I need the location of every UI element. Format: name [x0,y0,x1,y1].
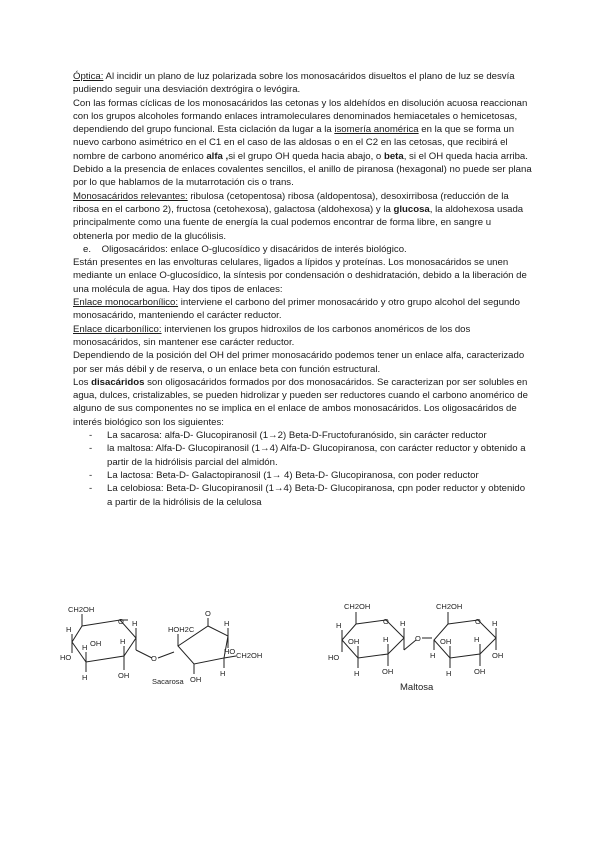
svg-text:H: H [120,637,126,646]
svg-text:HO: HO [328,653,340,662]
svg-text:HO: HO [224,647,236,656]
sacarosa-caption: Sacarosa [152,677,184,686]
svg-text:H: H [82,673,88,682]
svg-text:H: H [446,669,452,678]
svg-text:OH: OH [90,639,102,648]
svg-text:CH2OH: CH2OH [236,651,263,660]
paragraph-posicion-oh: Dependiendo de la posición del OH del primer monosacárido podemos tener un enlace alfa, caracterizado por ser más débil y de reserva, o un enlace beta con función estructural. [73,350,525,375]
svg-text:H: H [400,619,406,628]
svg-text:OH: OH [440,637,452,646]
svg-text:H: H [474,635,480,644]
svg-text:O: O [415,634,421,643]
structure-figures [60,598,530,698]
paragraph-monocarbonilico: Enlace monocarbonílico: interviene el carbono del primer monosacárido y otro grupo alcohol del segundo monosacárido, manteniendo el carácter reductor. [73,297,520,322]
list-item-sacarosa: - La sacarosa: alfa-D- Glucopiranosil (1→2) Beta-D-Fructofuranósido, sin carácter reductor [73,429,533,442]
list-item-maltosa: - la maltosa: Alfa-D- Glucopiranosil (1→4) Alfa-D- Glucopiranosa, con carácter reductor y obtenido a partir de la hidrólisis parcial del almidón. [73,442,533,469]
svg-text:H: H [354,669,360,678]
svg-text:H: H [82,643,88,652]
svg-text:O: O [383,617,389,626]
paragraph-formas-ciclicas: Con las formas cíclicas de los monosacáridos las cetonas y los aldehídos en disolución acuosa reaccionan con los grupos alcoholes formando enlaces intramoleculares denominados hemiacetales o hemicetosas, dependiendo del grupo funcional. Esta ciclación da lugar a la isomería anomérica en la que se forma un nuevo carbono asimétrico en el C1 en el caso de las aldosas o en el C2 en las cetosas, que recibirá el nombre de carbono anomérico alfa ,si el grupo OH queda hacia abajo, o beta, si el OH queda hacia arriba. [73,97,528,162]
section-heading-oligosacaridos: e. Oligosacáridos: enlace O-glucosídico y disacáridos de interés biológico. [83,243,407,255]
svg-text:H: H [224,619,230,628]
svg-text:H: H [220,669,226,678]
svg-text:H: H [383,635,389,644]
sac-ch2oh-label: CH2OH [68,605,95,614]
svg-text:H: H [492,619,498,628]
svg-text:O: O [475,617,481,626]
isomeria-link: isomería anomérica [334,124,419,136]
svg-text:OH: OH [348,637,360,646]
svg-text:OH: OH [382,667,394,676]
svg-text:H: H [336,621,342,630]
svg-text:O: O [151,654,157,663]
svg-text:O: O [118,617,124,626]
svg-text:CH2OH: CH2OH [436,602,463,611]
maltosa-caption: Maltosa [400,682,434,693]
paragraph-dicarbonilico: Enlace dicarbonílico: intervienen los grupos hidroxilos de los carbonos anoméricos de los dos monosacáridos, sin mantener ese carácter reductor. [73,323,471,348]
paragraph-monosacaridos-relevantes: Monosacáridos relevantes: ribulosa (cetopentosa) ribosa (aldopentosa), desoxirribosa (reducción de la ribosa en el carbono 2), fructosa (cetohexosa), galactosa (aldohexosa) y la glucosa, la aldohexosa usada principalmente como una fuente de energía la cual podemos encontrar de forma libre, en sangre u obtenerla por medio de la glucólisis. [73,190,524,242]
svg-text:H: H [66,625,72,634]
svg-text:OH: OH [492,651,504,660]
list-item-celobiosa: - La celobiosa: Beta-D- Glucopiranosil (1→4) Beta-D- Glucopiranosa, cpn poder reductor y obtenido a partir de la hidrólisis de la celulosa [73,482,533,509]
disacaridos-list [73,429,533,509]
svg-text:OH: OH [474,667,486,676]
optica-label: Óptica: [73,71,104,82]
paragraph-enlaces-covalentes: Debido a la presencia de enlaces covalentes sencillos, el anillo de piranosa (hexagonal) no puede ser plana por lo que hablamos de la mutarrotación cis o trans. [73,164,532,189]
svg-text:OH: OH [118,671,130,680]
paragraph-optica: Óptica: Al incidir un plano de luz polarizada sobre los monosacáridos disueltos el plano de luz se desvía pudiendo seguir una desviación dextrógira o levógira. [73,71,515,96]
svg-text:OH: OH [190,675,202,684]
paragraph-disacaridos: Los disacáridos son oligosacáridos formados por dos monosacáridos. Se caracterizan por ser solubles en agua, dulces, cristalizables, se pueden hidrolizar y pueden ser reductores cuando el carbono anomérico de alguno de sus componentes no se implica en el enlace de ambos monosacáridos. Los oligosacáridos de interés biológico son los siguientes: [73,376,528,428]
svg-text:HOH2C: HOH2C [168,625,195,634]
svg-text:HO: HO [60,653,72,662]
svg-text:O: O [205,609,211,618]
svg-text:H: H [132,619,138,628]
mal-ch2oh-label: CH2OH [344,602,371,611]
document-body [73,70,533,509]
list-item-lactosa: - La lactosa: Beta-D- Galactopiranosil (1→ 4) Beta-D- Glucopiranosa, con poder reductor [73,469,533,482]
svg-text:H: H [430,651,436,660]
paragraph-oligosacaridos: Están presentes en las envolturas celulares, ligados a lípidos y proteínas. Los monosacáridos se unen mediante un enlace O-glucosídico, la síntesis por condensación o deshidratación, debido a la liberación de una molécula de agua. Hay dos tipos de enlaces: [73,257,527,295]
